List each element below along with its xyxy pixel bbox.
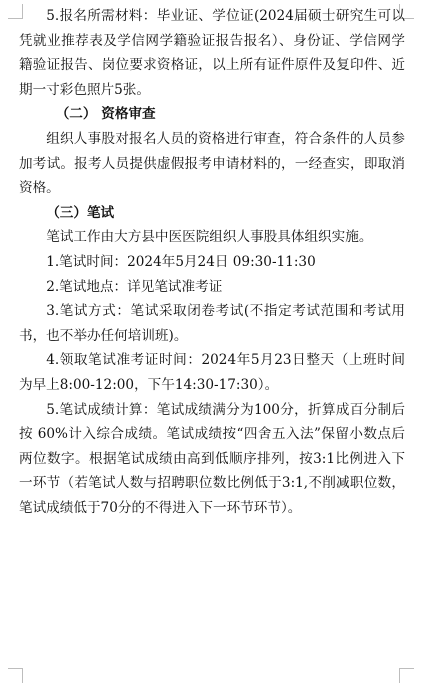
paragraph-exam-method: 3.笔试方式：笔试采取闭卷考试(不指定考试范围和考试用书，也不举办任何培训班)。	[19, 303, 405, 344]
paragraph-qualification-review: 组织人事股对报名人员的资格进行审查，符合条件的人员参加考试。报考人员提供虚假报考申请材料的，一经查实，即取消资格。	[19, 130, 405, 197]
paragraph-score-calculation: 5.笔试成绩计算：笔试成绩满分为100分，折算成百分制后按 60%计入综合成绩。笔试成绩按“四舍五入法”保留小数点后两位数字。根据笔试成绩由高到低顺序排列，按3:1比例进入下一环节（若笔试人数与招聘职位数比例低于3:1,不削减职位数，笔试成绩低于70分的不得进入下一环节环节）。	[19, 401, 405, 516]
paragraph-admission-ticket: 4.领取笔试准考证时间：2024年5月23日整天（上班时间为早上8:00-12:00，下午14:30-17:30）。	[19, 352, 405, 393]
section-heading-written-exam: （三）笔试	[46, 204, 115, 221]
paragraph-exam-place: 2.笔试地点：详见笔试准考证	[46, 278, 223, 295]
document-page	[19, 4, 405, 520]
section-heading-qualification-review: （二） 资格审查	[55, 106, 156, 123]
page-corner-mark-bottom-left	[8, 668, 23, 683]
paragraph-exam-time: 1.笔试时间：2024年5月24日 09:30-11:30	[46, 253, 316, 270]
paragraph-exam-organizer: 笔试工作由大方县中医医院组织人事股具体组织实施。	[46, 229, 373, 246]
page-corner-mark-bottom-right	[399, 668, 414, 683]
paragraph-materials: 5.报名所需材料：毕业证、学位证(2024届硕士研究生可以凭就业推荐表及学信网学籍验证报告报名）、身份证、学信网学籍验证报告、岗位要求资格证，以上所有证件原件及复印件、近期一寸彩色照片5张。	[19, 8, 405, 98]
